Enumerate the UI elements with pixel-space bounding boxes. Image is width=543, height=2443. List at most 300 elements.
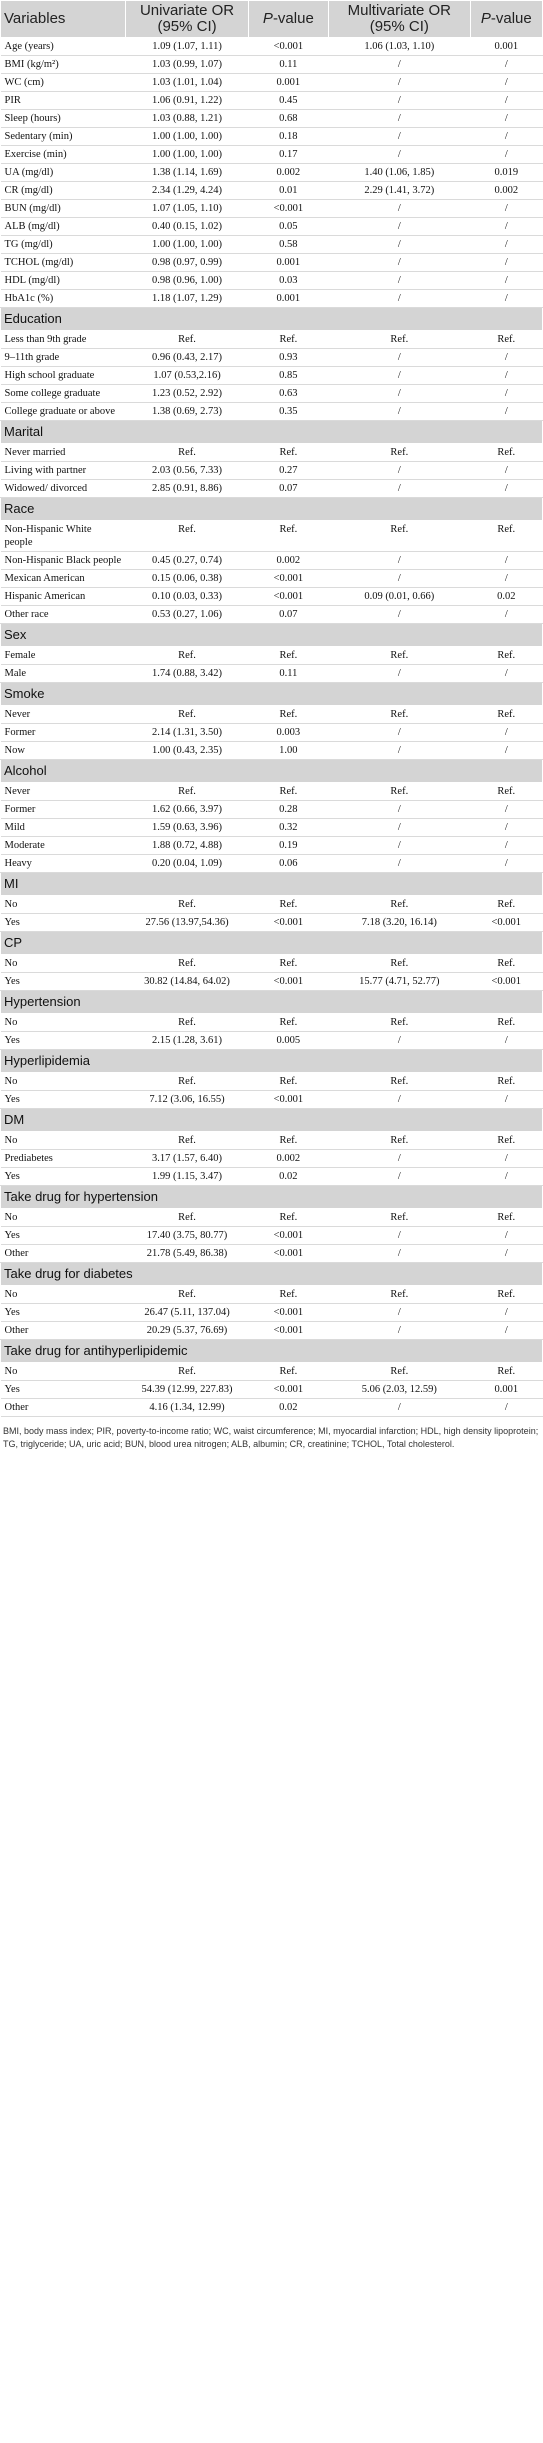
multivariate-or-cell: / xyxy=(329,385,471,403)
section-title: Take drug for hypertension xyxy=(1,1186,543,1209)
multivariate-p-cell: / xyxy=(470,367,542,385)
variable-cell: Hispanic American xyxy=(1,588,126,606)
header-multivariate: Multivariate OR (95% CI) xyxy=(329,1,471,38)
multivariate-p-cell: Ref. xyxy=(470,1286,542,1304)
univariate-or-cell: 1.38 (1.14, 1.69) xyxy=(126,164,248,182)
table-row xyxy=(1,855,543,873)
multivariate-or-cell: Ref. xyxy=(329,647,471,665)
multivariate-p-cell: / xyxy=(470,801,542,819)
multivariate-p-cell: / xyxy=(470,570,542,588)
section-title: DM xyxy=(1,1109,543,1132)
multivariate-p-cell: / xyxy=(470,855,542,873)
multivariate-p-cell: / xyxy=(470,290,542,308)
univariate-or-cell: 1.88 (0.72, 4.88) xyxy=(126,837,248,855)
univariate-p-cell: Ref. xyxy=(248,783,328,801)
section-title: Take drug for diabetes xyxy=(1,1263,543,1286)
multivariate-p-cell: Ref. xyxy=(470,521,542,552)
multivariate-or-cell: / xyxy=(329,855,471,873)
variable-cell: Other xyxy=(1,1245,126,1263)
variable-cell: Former xyxy=(1,724,126,742)
univariate-or-cell: 3.17 (1.57, 6.40) xyxy=(126,1150,248,1168)
variable-cell: Other xyxy=(1,1399,126,1417)
variable-cell: WC (cm) xyxy=(1,74,126,92)
univariate-p-cell: Ref. xyxy=(248,1132,328,1150)
variable-cell: Sedentary (min) xyxy=(1,128,126,146)
multivariate-or-cell: 15.77 (4.71, 52.77) xyxy=(329,973,471,991)
univariate-or-cell: 1.99 (1.15, 3.47) xyxy=(126,1168,248,1186)
variable-cell: Yes xyxy=(1,1304,126,1322)
multivariate-p-cell: / xyxy=(470,819,542,837)
univariate-p-cell: 0.45 xyxy=(248,92,328,110)
univariate-or-cell: 21.78 (5.49, 86.38) xyxy=(126,1245,248,1263)
variable-cell: Moderate xyxy=(1,837,126,855)
multivariate-or-cell: / xyxy=(329,742,471,760)
variable-cell: No xyxy=(1,896,126,914)
multivariate-p-cell: Ref. xyxy=(470,896,542,914)
multivariate-or-cell: Ref. xyxy=(329,706,471,724)
univariate-p-cell: <0.001 xyxy=(248,1322,328,1340)
variable-cell: Yes xyxy=(1,1381,126,1399)
univariate-or-cell: 1.07 (1.05, 1.10) xyxy=(126,200,248,218)
univariate-or-cell: 0.10 (0.03, 0.33) xyxy=(126,588,248,606)
multivariate-p-cell: 0.002 xyxy=(470,182,542,200)
multivariate-p-cell: Ref. xyxy=(470,331,542,349)
multivariate-or-cell: Ref. xyxy=(329,955,471,973)
multivariate-p-cell: Ref. xyxy=(470,647,542,665)
table-row xyxy=(1,819,543,837)
univariate-or-cell: 1.00 (1.00, 1.00) xyxy=(126,146,248,164)
multivariate-or-cell: / xyxy=(329,74,471,92)
variable-cell: Exercise (min) xyxy=(1,146,126,164)
table-row xyxy=(1,1399,543,1417)
table-row xyxy=(1,290,543,308)
multivariate-or-cell: / xyxy=(329,480,471,498)
univariate-or-cell: 0.53 (0.27, 1.06) xyxy=(126,606,248,624)
variable-cell: No xyxy=(1,1073,126,1091)
univariate-or-cell: Ref. xyxy=(126,783,248,801)
variable-cell: No xyxy=(1,1014,126,1032)
multivariate-or-cell: 1.40 (1.06, 1.85) xyxy=(329,164,471,182)
multivariate-or-cell: / xyxy=(329,1168,471,1186)
section-header xyxy=(1,991,543,1014)
variable-cell: Widowed/ divorced xyxy=(1,480,126,498)
multivariate-p-cell: 0.001 xyxy=(470,38,542,56)
variable-cell: Mexican American xyxy=(1,570,126,588)
section-header xyxy=(1,421,543,444)
multivariate-p-cell: <0.001 xyxy=(470,973,542,991)
table-row xyxy=(1,647,543,665)
multivariate-or-cell: Ref. xyxy=(329,1286,471,1304)
variable-cell: Yes xyxy=(1,1032,126,1050)
section-header xyxy=(1,873,543,896)
univariate-p-cell: 0.001 xyxy=(248,254,328,272)
univariate-or-cell: Ref. xyxy=(126,1132,248,1150)
multivariate-p-cell: / xyxy=(470,218,542,236)
univariate-p-cell: <0.001 xyxy=(248,570,328,588)
univariate-p-cell: 0.85 xyxy=(248,367,328,385)
variable-cell: BUN (mg/dl) xyxy=(1,200,126,218)
univariate-or-cell: 0.45 (0.27, 0.74) xyxy=(126,552,248,570)
multivariate-p-cell: Ref. xyxy=(470,1363,542,1381)
univariate-p-cell: 0.11 xyxy=(248,56,328,74)
univariate-p-cell: 0.11 xyxy=(248,665,328,683)
multivariate-p-cell: Ref. xyxy=(470,783,542,801)
table-row xyxy=(1,1286,543,1304)
multivariate-or-cell: / xyxy=(329,146,471,164)
univariate-p-cell: Ref. xyxy=(248,896,328,914)
header-p-value-univariate: P-value xyxy=(248,1,328,38)
section-title: CP xyxy=(1,932,543,955)
univariate-p-cell: Ref. xyxy=(248,331,328,349)
table-row xyxy=(1,1381,543,1399)
variable-cell: No xyxy=(1,1286,126,1304)
univariate-p-cell: <0.001 xyxy=(248,1304,328,1322)
variable-cell: Some college graduate xyxy=(1,385,126,403)
variable-cell: High school graduate xyxy=(1,367,126,385)
variable-cell: Yes xyxy=(1,973,126,991)
multivariate-p-cell: 0.001 xyxy=(470,1381,542,1399)
variable-cell: HDL (mg/dl) xyxy=(1,272,126,290)
multivariate-p-cell: Ref. xyxy=(470,444,542,462)
univariate-or-cell: 20.29 (5.37, 76.69) xyxy=(126,1322,248,1340)
table-row xyxy=(1,1209,543,1227)
multivariate-p-cell: / xyxy=(470,1091,542,1109)
multivariate-or-cell: Ref. xyxy=(329,1073,471,1091)
univariate-p-cell: <0.001 xyxy=(248,38,328,56)
footnote: BMI, body mass index; PIR, poverty-to-income ratio; WC, waist circumference; MI, myocardial infarction; HDL, high density lipoprotein; TG, triglyceride; UA, uric acid; BUN, blood urea nitrogen; ALB, albumin; CR, creatinine; TCHOL, Total cholesterol. xyxy=(3,1426,539,1449)
variable-cell: Sleep (hours) xyxy=(1,110,126,128)
multivariate-or-cell: / xyxy=(329,552,471,570)
multivariate-or-cell: Ref. xyxy=(329,331,471,349)
variable-cell: Now xyxy=(1,742,126,760)
univariate-p-cell: 0.32 xyxy=(248,819,328,837)
multivariate-or-cell: / xyxy=(329,1150,471,1168)
univariate-p-cell: <0.001 xyxy=(248,1381,328,1399)
univariate-or-cell: 1.38 (0.69, 2.73) xyxy=(126,403,248,421)
multivariate-or-cell: Ref. xyxy=(329,896,471,914)
univariate-or-cell: Ref. xyxy=(126,955,248,973)
table-row xyxy=(1,1245,543,1263)
multivariate-p-cell: Ref. xyxy=(470,1132,542,1150)
multivariate-or-cell: / xyxy=(329,254,471,272)
univariate-or-cell: 2.14 (1.31, 3.50) xyxy=(126,724,248,742)
univariate-or-cell: Ref. xyxy=(126,1014,248,1032)
univariate-or-cell: 7.12 (3.06, 16.55) xyxy=(126,1091,248,1109)
section-title: Alcohol xyxy=(1,760,543,783)
univariate-p-cell: 0.18 xyxy=(248,128,328,146)
variable-cell: Yes xyxy=(1,914,126,932)
variable-cell: TCHOL (mg/dl) xyxy=(1,254,126,272)
table-row xyxy=(1,1168,543,1186)
table-row xyxy=(1,588,543,606)
table-row xyxy=(1,1014,543,1032)
multivariate-p-cell: / xyxy=(470,74,542,92)
multivariate-or-cell: / xyxy=(329,403,471,421)
multivariate-or-cell: / xyxy=(329,665,471,683)
univariate-or-cell: 1.00 (0.43, 2.35) xyxy=(126,742,248,760)
univariate-p-cell: 0.17 xyxy=(248,146,328,164)
table-row xyxy=(1,837,543,855)
multivariate-p-cell: / xyxy=(470,1032,542,1050)
univariate-or-cell: 1.09 (1.07, 1.11) xyxy=(126,38,248,56)
univariate-p-cell: 0.63 xyxy=(248,385,328,403)
header-p-value-multivariate: P-value xyxy=(470,1,542,38)
multivariate-or-cell: / xyxy=(329,1399,471,1417)
univariate-p-cell: <0.001 xyxy=(248,1091,328,1109)
univariate-or-cell: 17.40 (3.75, 80.77) xyxy=(126,1227,248,1245)
section-header xyxy=(1,498,543,521)
multivariate-or-cell: Ref. xyxy=(329,1014,471,1032)
univariate-or-cell: 0.98 (0.96, 1.00) xyxy=(126,272,248,290)
variable-cell: Other xyxy=(1,1322,126,1340)
table-row xyxy=(1,1150,543,1168)
table-row xyxy=(1,349,543,367)
multivariate-or-cell: 5.06 (2.03, 12.59) xyxy=(329,1381,471,1399)
variable-cell: TG (mg/dl) xyxy=(1,236,126,254)
multivariate-or-cell: / xyxy=(329,462,471,480)
table-row xyxy=(1,1322,543,1340)
table-row xyxy=(1,56,543,74)
univariate-p-cell: 0.07 xyxy=(248,480,328,498)
variable-cell: Never married xyxy=(1,444,126,462)
multivariate-or-cell: / xyxy=(329,200,471,218)
section-title: Race xyxy=(1,498,543,521)
multivariate-or-cell: / xyxy=(329,570,471,588)
table-body xyxy=(1,38,543,1417)
univariate-or-cell: Ref. xyxy=(126,647,248,665)
univariate-p-cell: 0.002 xyxy=(248,164,328,182)
variable-cell: Non-Hispanic White people xyxy=(1,521,126,552)
multivariate-p-cell: / xyxy=(470,552,542,570)
univariate-p-cell: Ref. xyxy=(248,1073,328,1091)
univariate-or-cell: 1.03 (1.01, 1.04) xyxy=(126,74,248,92)
multivariate-p-cell: / xyxy=(470,462,542,480)
univariate-or-cell: Ref. xyxy=(126,521,248,552)
multivariate-or-cell: / xyxy=(329,56,471,74)
univariate-or-cell: 1.03 (0.88, 1.21) xyxy=(126,110,248,128)
multivariate-p-cell: / xyxy=(470,1245,542,1263)
table-row xyxy=(1,462,543,480)
table-row xyxy=(1,480,543,498)
univariate-or-cell: 1.74 (0.88, 3.42) xyxy=(126,665,248,683)
variable-cell: BMI (kg/m²) xyxy=(1,56,126,74)
variable-cell: No xyxy=(1,1363,126,1381)
multivariate-p-cell: / xyxy=(470,606,542,624)
table-row xyxy=(1,236,543,254)
variable-cell: ALB (mg/dl) xyxy=(1,218,126,236)
univariate-p-cell: 0.28 xyxy=(248,801,328,819)
univariate-or-cell: 2.15 (1.28, 3.61) xyxy=(126,1032,248,1050)
multivariate-p-cell: 0.02 xyxy=(470,588,542,606)
multivariate-p-cell: / xyxy=(470,403,542,421)
section-header xyxy=(1,683,543,706)
univariate-p-cell: Ref. xyxy=(248,1286,328,1304)
multivariate-p-cell: / xyxy=(470,254,542,272)
univariate-or-cell: Ref. xyxy=(126,1073,248,1091)
univariate-p-cell: Ref. xyxy=(248,521,328,552)
multivariate-p-cell: Ref. xyxy=(470,1073,542,1091)
multivariate-p-cell: / xyxy=(470,1304,542,1322)
section-title: Take drug for antihyperlipidemic xyxy=(1,1340,543,1363)
multivariate-p-cell: / xyxy=(470,742,542,760)
table-row xyxy=(1,92,543,110)
multivariate-or-cell: / xyxy=(329,1322,471,1340)
variable-cell: Less than 9th grade xyxy=(1,331,126,349)
variable-cell: Never xyxy=(1,783,126,801)
table-row xyxy=(1,1132,543,1150)
univariate-p-cell: 1.00 xyxy=(248,742,328,760)
variable-cell: Heavy xyxy=(1,855,126,873)
multivariate-p-cell: / xyxy=(470,92,542,110)
univariate-or-cell: Ref. xyxy=(126,444,248,462)
multivariate-or-cell: 0.09 (0.01, 0.66) xyxy=(329,588,471,606)
table-row xyxy=(1,164,543,182)
multivariate-or-cell: / xyxy=(329,1032,471,1050)
multivariate-or-cell: / xyxy=(329,1304,471,1322)
multivariate-p-cell: / xyxy=(470,236,542,254)
univariate-or-cell: 1.00 (1.00, 1.00) xyxy=(126,236,248,254)
table-row xyxy=(1,254,543,272)
univariate-p-cell: <0.001 xyxy=(248,588,328,606)
variable-cell: CR (mg/dl) xyxy=(1,182,126,200)
multivariate-or-cell: / xyxy=(329,724,471,742)
section-header xyxy=(1,1186,543,1209)
univariate-or-cell: 54.39 (12.99, 227.83) xyxy=(126,1381,248,1399)
multivariate-p-cell: / xyxy=(470,1399,542,1417)
univariate-p-cell: Ref. xyxy=(248,955,328,973)
multivariate-or-cell: Ref. xyxy=(329,444,471,462)
univariate-p-cell: <0.001 xyxy=(248,1245,328,1263)
multivariate-p-cell: / xyxy=(470,480,542,498)
table-row xyxy=(1,367,543,385)
univariate-p-cell: 0.02 xyxy=(248,1399,328,1417)
variable-cell: No xyxy=(1,1132,126,1150)
multivariate-p-cell: / xyxy=(470,56,542,74)
header-row xyxy=(1,1,543,38)
table-row xyxy=(1,38,543,56)
section-header xyxy=(1,1109,543,1132)
section-header xyxy=(1,1263,543,1286)
univariate-or-cell: 2.85 (0.91, 8.86) xyxy=(126,480,248,498)
variable-cell: Non-Hispanic Black people xyxy=(1,552,126,570)
univariate-p-cell: 0.002 xyxy=(248,1150,328,1168)
variable-cell: Yes xyxy=(1,1091,126,1109)
header-variables: Variables xyxy=(1,1,126,38)
variable-cell: Living with partner xyxy=(1,462,126,480)
univariate-p-cell: 0.68 xyxy=(248,110,328,128)
section-title: Education xyxy=(1,308,543,331)
variable-cell: Former xyxy=(1,801,126,819)
univariate-p-cell: 0.002 xyxy=(248,552,328,570)
table-row xyxy=(1,385,543,403)
univariate-p-cell: <0.001 xyxy=(248,973,328,991)
section-header xyxy=(1,932,543,955)
multivariate-p-cell: 0.019 xyxy=(470,164,542,182)
multivariate-p-cell: / xyxy=(470,724,542,742)
variable-cell: UA (mg/dl) xyxy=(1,164,126,182)
table-row xyxy=(1,724,543,742)
univariate-or-cell: Ref. xyxy=(126,331,248,349)
multivariate-p-cell: Ref. xyxy=(470,1014,542,1032)
variable-cell: No xyxy=(1,955,126,973)
table-row xyxy=(1,272,543,290)
multivariate-p-cell: / xyxy=(470,665,542,683)
table-row xyxy=(1,74,543,92)
univariate-p-cell: Ref. xyxy=(248,1363,328,1381)
multivariate-or-cell: Ref. xyxy=(329,521,471,552)
multivariate-or-cell: / xyxy=(329,290,471,308)
table-row xyxy=(1,1073,543,1091)
multivariate-p-cell: / xyxy=(470,1168,542,1186)
table-row xyxy=(1,1227,543,1245)
univariate-or-cell: 0.20 (0.04, 1.09) xyxy=(126,855,248,873)
univariate-p-cell: <0.001 xyxy=(248,914,328,932)
table-row xyxy=(1,200,543,218)
table-row xyxy=(1,955,543,973)
variable-cell: Yes xyxy=(1,1227,126,1245)
table-row xyxy=(1,521,543,552)
section-title: MI xyxy=(1,873,543,896)
univariate-p-cell: 0.01 xyxy=(248,182,328,200)
multivariate-p-cell: / xyxy=(470,128,542,146)
multivariate-or-cell: / xyxy=(329,128,471,146)
multivariate-or-cell: / xyxy=(329,272,471,290)
univariate-or-cell: Ref. xyxy=(126,896,248,914)
univariate-or-cell: 2.03 (0.56, 7.33) xyxy=(126,462,248,480)
univariate-or-cell: 30.82 (14.84, 64.02) xyxy=(126,973,248,991)
multivariate-or-cell: / xyxy=(329,819,471,837)
univariate-p-cell: 0.07 xyxy=(248,606,328,624)
univariate-p-cell: Ref. xyxy=(248,706,328,724)
univariate-or-cell: 1.59 (0.63, 3.96) xyxy=(126,819,248,837)
univariate-or-cell: Ref. xyxy=(126,1286,248,1304)
table-row xyxy=(1,444,543,462)
variable-cell: Female xyxy=(1,647,126,665)
univariate-or-cell: 0.15 (0.06, 0.38) xyxy=(126,570,248,588)
table-row xyxy=(1,110,543,128)
variable-cell: Yes xyxy=(1,1168,126,1186)
table-row xyxy=(1,331,543,349)
variable-cell: 9–11th grade xyxy=(1,349,126,367)
univariate-p-cell: <0.001 xyxy=(248,1227,328,1245)
multivariate-or-cell: Ref. xyxy=(329,1132,471,1150)
multivariate-or-cell: / xyxy=(329,837,471,855)
univariate-or-cell: 1.06 (0.91, 1.22) xyxy=(126,92,248,110)
univariate-p-cell: 0.06 xyxy=(248,855,328,873)
univariate-p-cell: 0.02 xyxy=(248,1168,328,1186)
univariate-p-cell: 0.003 xyxy=(248,724,328,742)
multivariate-p-cell: / xyxy=(470,385,542,403)
table-row xyxy=(1,218,543,236)
table-row xyxy=(1,665,543,683)
univariate-or-cell: 26.47 (5.11, 137.04) xyxy=(126,1304,248,1322)
table-row xyxy=(1,783,543,801)
multivariate-or-cell: / xyxy=(329,1091,471,1109)
multivariate-p-cell: Ref. xyxy=(470,706,542,724)
univariate-or-cell: 0.98 (0.97, 0.99) xyxy=(126,254,248,272)
variable-cell: College graduate or above xyxy=(1,403,126,421)
univariate-or-cell: 1.62 (0.66, 3.97) xyxy=(126,801,248,819)
univariate-p-cell: 0.03 xyxy=(248,272,328,290)
multivariate-p-cell: / xyxy=(470,110,542,128)
variable-cell: Never xyxy=(1,706,126,724)
multivariate-p-cell: / xyxy=(470,1322,542,1340)
multivariate-or-cell: / xyxy=(329,92,471,110)
univariate-p-cell: 0.58 xyxy=(248,236,328,254)
table-row xyxy=(1,973,543,991)
univariate-or-cell: 2.34 (1.29, 4.24) xyxy=(126,182,248,200)
multivariate-p-cell: / xyxy=(470,837,542,855)
